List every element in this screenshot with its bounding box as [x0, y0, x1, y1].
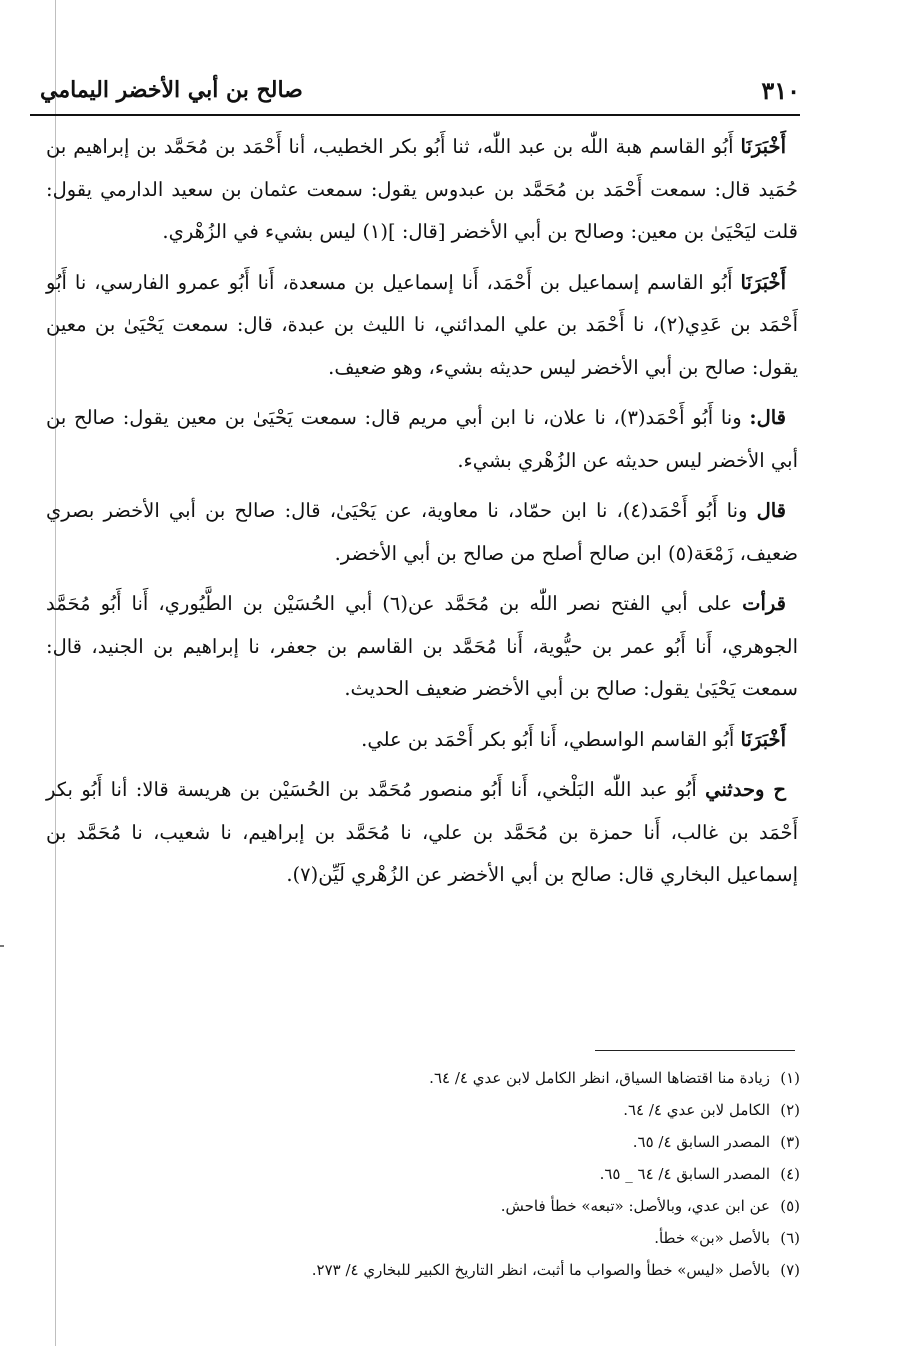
paragraph-lead: أَخْبَرَنَا [740, 135, 786, 158]
footnote-text: عن ابن عدي، وبالأصل: «تبعه» خطأ فاحش. [500, 1197, 770, 1215]
paragraph [46, 490, 798, 575]
paragraph [46, 719, 798, 762]
paragraph-lead: قرأت [742, 592, 786, 615]
paragraph [46, 583, 798, 711]
margin-mark [0, 945, 4, 947]
footnote-separator [595, 1050, 795, 1051]
paragraph [46, 769, 798, 897]
paragraph-text: أَبُو القاسم هبة اللّٰه بن عبد اللّٰه، ثنا أَبُو بكر الخطيب، أنا أَحْمَد بن مُحَمَّد بن إبراهيم بن حُمَيد قال: سمعت أَحْمَد بن مُحَمَّد بن عبدوس يقول: سمعت عثمان بن سعيد الدارمي يقول: قلت ليَحْيَىٰ بن معين: وصالح بن أبي الأخضر [قال: ](١) ليس بشيء في الزُهْري. [46, 135, 798, 243]
footnote-text: زيادة منا اقتضاها السياق، انظر الكامل لابن عدي ٤/ ٦٤. [429, 1069, 770, 1087]
paragraph-lead: ح وحدثني [705, 778, 786, 801]
footnote-text: المصدر السابق ٤/ ٦٤ _ ٦٥. [599, 1165, 770, 1183]
footnote-number: (٢) [780, 1101, 800, 1119]
footnote-number: (٧) [780, 1261, 800, 1279]
footnote-text: بالأصل «بن» خطأ. [654, 1229, 770, 1247]
footnote [200, 1062, 800, 1094]
paragraph-text: أَبُو القاسم الواسطي، أَنا أَبُو بكر أَحْمَد بن علي. [361, 727, 741, 751]
footnotes [200, 1062, 800, 1286]
footnote-number: (٣) [780, 1133, 800, 1151]
paragraph-lead: أَخْبَرَنَا [740, 270, 786, 294]
footnote-text: بالأصل «ليس» خطأ والصواب ما أثبت، انظر التاريخ الكبير للبخاري ٤/ ٢٧٣. [311, 1261, 770, 1279]
footnote-number: (٤) [780, 1165, 800, 1183]
footnote-number: (٥) [780, 1197, 800, 1215]
header-rule [30, 114, 800, 116]
paragraph-lead: قال: [749, 406, 787, 429]
footnote [200, 1094, 800, 1126]
footnote-text: المصدر السابق ٤/ ٦٥. [632, 1133, 770, 1151]
paragraph-text: على أبي الفتح نصر اللّٰه بن مُحَمَّد عن(٦) أبي الحُسَيْن بن الطَّيُوري، أَنا أَبُو مُحَمَّد الجوهري، أَنا أَبُو عمر بن حيُّوية، أَنا مُحَمَّد بن القاسم بن جعفر، نا إبراهيم بن الجنيد، قال: سمعت يَحْيَىٰ يقول: صالح بن أبي الأخضر ضعيف الحديث. [46, 592, 798, 700]
running-title: صالح بن أبي الأخضر اليمامي [40, 77, 303, 103]
paragraph [46, 397, 798, 482]
paragraph-lead: قال [756, 499, 786, 522]
paragraph [46, 262, 798, 390]
footnote [200, 1158, 800, 1190]
footnote-number: (٦) [780, 1229, 800, 1247]
paragraph-text: أَبُو القاسم إسماعيل بن أَحْمَد، أَنا إسماعيل بن مسعدة، أَنا أَبُو عمرو الفارسي، نا أَبُو أَحْمَد بن عَدِي(٢)، نا أَحْمَد بن علي المدائني، نا الليث بن عبدة، قال: سمعت يَحْيَىٰ بن معين يقول: صالح بن أبي الأخضر ليس حديثه بشيء، وهو ضعيف. [46, 270, 799, 379]
footnote-text: الكامل لابن عدي ٤/ ٦٤. [623, 1101, 770, 1119]
main-text [46, 126, 798, 905]
paragraph-text: أَبُو عبد اللّٰه البَلْخي، أَنا أَبُو منصور مُحَمَّد بن الحُسَيْن بن هريسة قالا: أنا أَبُو بكر أَحْمَد بن غالب، أَنا حمزة بن مُحَمَّد بن علي، نا مُحَمَّد بن إبراهيم، نا شعيب، نا مُحَمَّد بن إسماعيل البخاري قال: صالح بن أبي الأخضر عن الزُهْري لَيِّن(٧). [46, 778, 798, 886]
page-header [40, 70, 800, 110]
paragraph-text: ونا أَبُو أَحْمَد(٤)، نا ابن حمّاد، نا معاوية، عن يَحْيَىٰ، قال: صالح بن أبي الأخضر بصري ضعيف، زَمْعَة(٥) ابن صالح أصلح من صالح بن أبي الأخضر. [46, 499, 798, 565]
paragraph-lead: أَخْبَرَنَا [740, 727, 786, 751]
paragraph [46, 126, 798, 254]
footnote [200, 1222, 800, 1254]
page-number: ٣١٠ [761, 75, 800, 105]
paragraph-text: ونا أَبُو أَحْمَد(٣)، نا علان، نا ابن أبي مريم قال: سمعت يَحْيَىٰ بن معين يقول: صالح بن أبي الأخضر ليس حديثه عن الزُهْري بشيء. [46, 406, 798, 472]
footnote [200, 1190, 800, 1222]
footnote [200, 1254, 800, 1286]
footnote-number: (١) [780, 1069, 800, 1087]
footnote [200, 1126, 800, 1158]
